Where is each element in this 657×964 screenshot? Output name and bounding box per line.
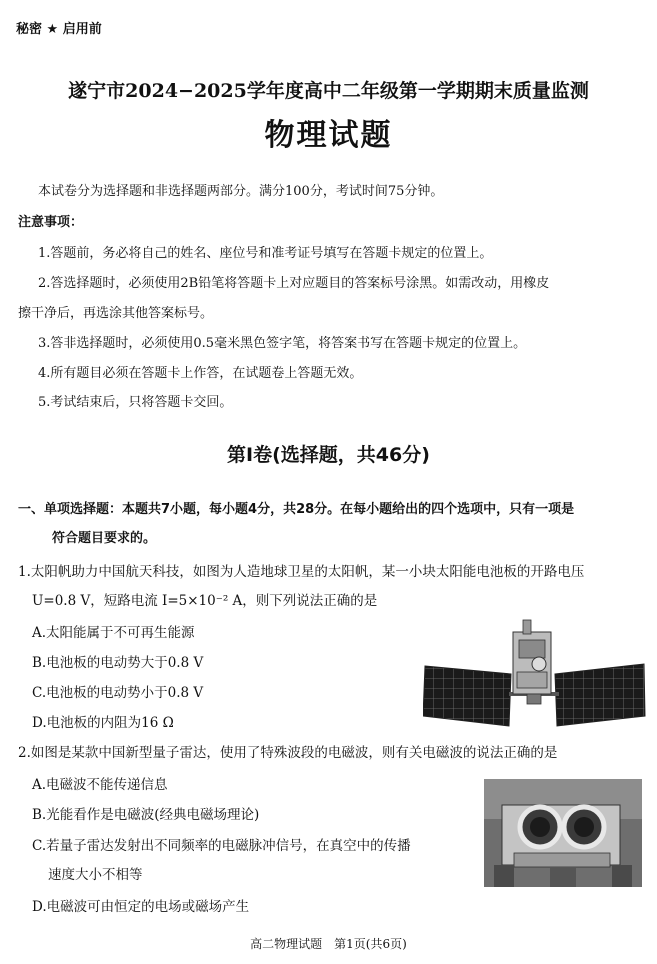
notice-item: 3.答非选择题时，必须使用0.5毫米黑色签字笔，将答案书写在答题卡规定的位置上。 [38,336,527,351]
page-footer: 高二物理试题 第1页(共6页) [250,937,407,951]
notice-item: 2.答选择题时，必须使用2B铅笔将答题卡上对应题目的答案标号涂黑。如需改动，用橡皮 [38,276,550,291]
question-2-option-c: C.若量子雷达发射出不同频率的电磁脉冲信号，在真空中的传播 [32,838,411,854]
question-2-option-a: A.电磁波不能传递信息 [32,777,168,793]
question-1-option-c: C.电池板的电动势小于0.8 V [32,685,204,701]
question-2-option-c-continued: 速度大小不相等 [48,867,143,883]
section-title: 第Ⅰ卷(选择题，共46分) [227,444,430,466]
part-instruction-continued: 符合题目要求的。 [52,531,157,546]
question-1-option-a: A.太阳能属于不可再生能源 [32,625,195,641]
exam-title: 遂宁市2024−2025学年度高中二年级第一学期期末质量监测 [68,80,589,102]
question-1-stem: 1.太阳帆助力中国航天科技，如图为人造地球卫星的太阳帆，某一小块太阳能电池板的开路电压 [18,564,585,580]
subject-title: 物理试题 [264,118,393,153]
confidential-label: 秘密 ★ 启用前 [16,22,102,37]
part-instruction: 一、单项选择题：本题共7小题，每小题4分，共28分。在每小题给出的四个选项中，只有一项是 [18,502,575,517]
question-2-stem: 2.如图是某款中国新型量子雷达，使用了特殊波段的电磁波，则有关电磁波的说法正确的是 [18,745,558,761]
question-1-option-b: B.电池板的电动势大于0.8 V [32,655,204,671]
question-2-option-b: B.光能看作是电磁波(经典电磁场理论) [32,807,260,823]
question-2-option-d: D.电磁波可由恒定的电场或磁场产生 [32,899,250,915]
quantum-radar-image [484,779,642,887]
notice-item: 1.答题前，务必将自己的姓名、座位号和准考证号填写在答题卡规定的位置上。 [38,246,493,261]
question-1-stem-continued: U=0.8 V，短路电流 I=5×10⁻² A，则下列说法正确的是 [32,593,378,609]
notice-item: 4.所有题目必须在答题卡上作答，在试题卷上答题无效。 [38,366,363,381]
notice-heading: 注意事项： [18,215,84,230]
notice-item-continued: 擦干净后，再选涂其他答案标号。 [18,306,214,321]
exam-intro: 本试卷分为选择题和非选择题两部分。满分100分，考试时间75分钟。 [38,184,444,199]
satellite-solar-panel-image [423,618,646,733]
notice-item: 5.考试结束后，只将答题卡交回。 [38,395,233,410]
question-1-option-d: D.电池板的内阻为16 Ω [32,715,174,731]
